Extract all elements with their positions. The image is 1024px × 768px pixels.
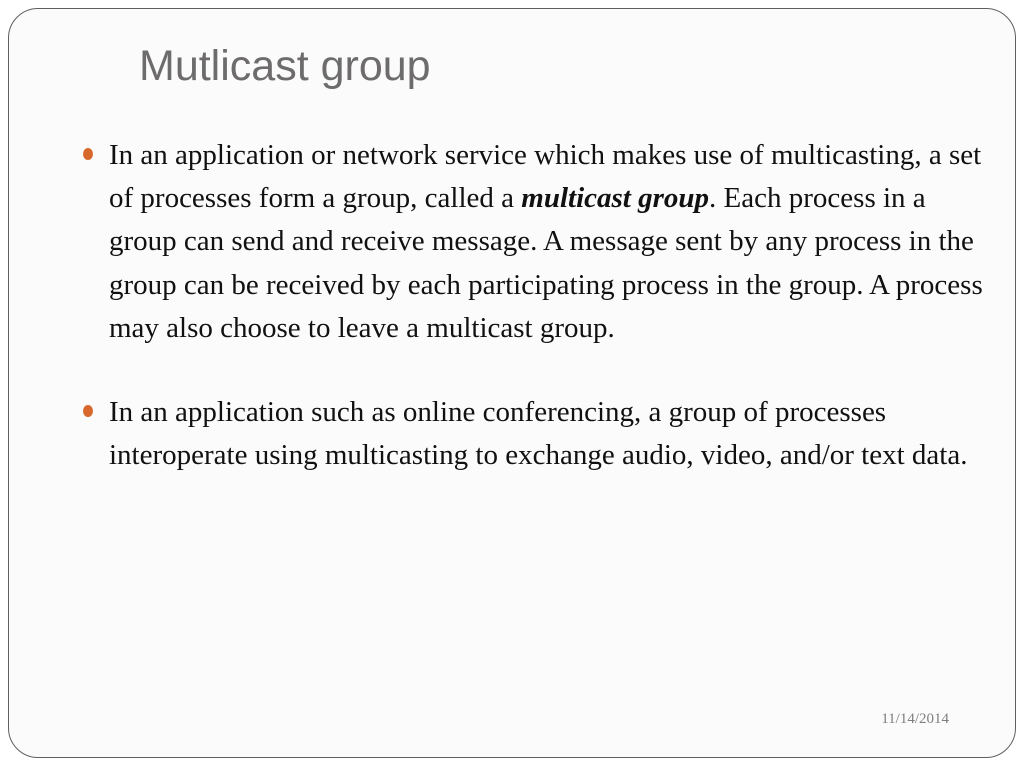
bullet-list [83, 134, 993, 518]
slide-frame [8, 8, 1016, 758]
slide-title: Mutlicast group [139, 42, 431, 90]
bullet-dot-icon [83, 405, 93, 417]
bullet-item [83, 391, 993, 477]
bullet-text: In an application or network service which makes use of multicasting, a set of processes form a group, called a [109, 139, 982, 215]
bullet-text: In an application such as online conferencing, a group of processes interoperate using multicasting to exchange audio, video, and/or text data. [109, 396, 968, 472]
bullet-dot-icon [83, 148, 93, 160]
bullet-text-continued: . Each process in a group can send and receive message. A message sent by any process in the group can be received by each participating process in the group. A process may also choose to leave a multicast group. [109, 182, 983, 344]
bullet-term: multicast group [521, 182, 710, 215]
bullet-item [83, 134, 993, 350]
slide-date: 11/14/2014 [881, 711, 949, 727]
